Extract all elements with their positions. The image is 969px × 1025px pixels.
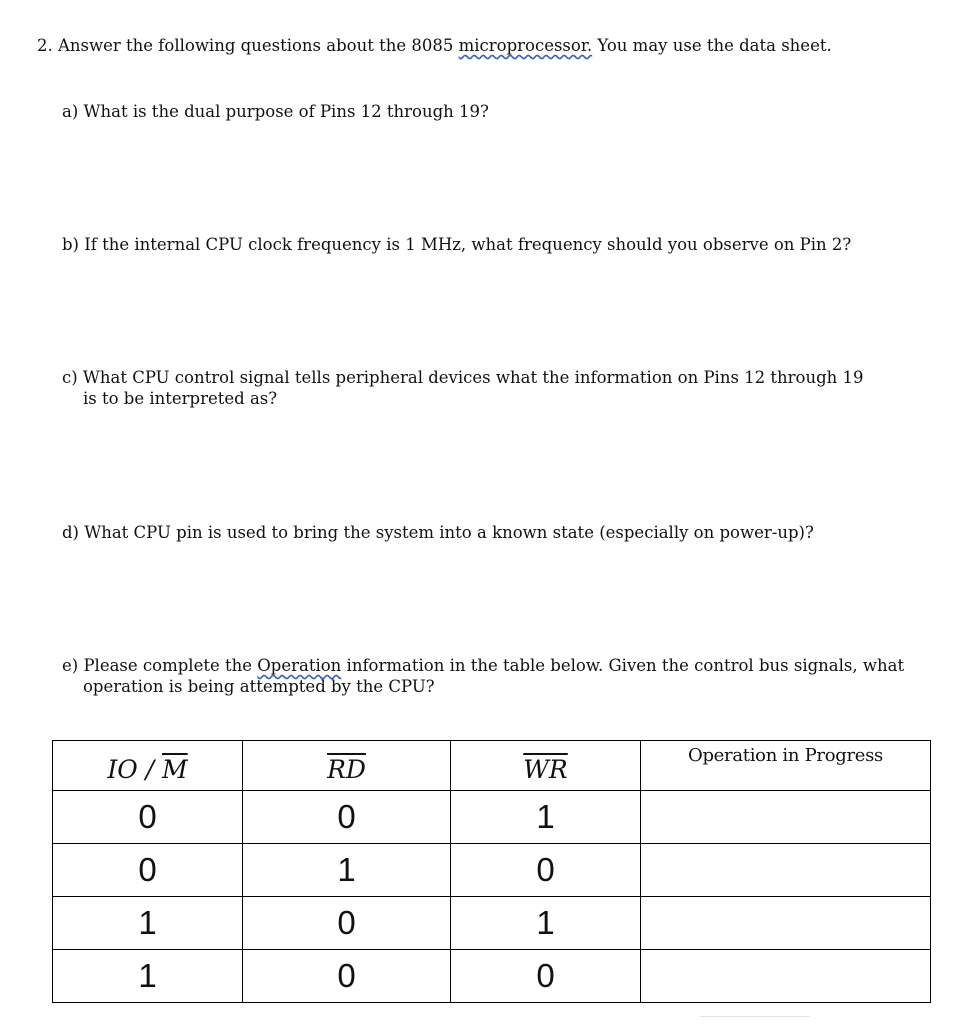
cell-io-m: 1 bbox=[53, 950, 243, 1003]
question-c-line2: is to be interpreted as? bbox=[83, 389, 278, 408]
cell-io-m: 0 bbox=[53, 844, 243, 897]
intro-suffix: You may use the data sheet. bbox=[592, 36, 832, 55]
cell-operation-answer[interactable] bbox=[641, 844, 931, 897]
table-row bbox=[53, 950, 931, 1003]
intro-prefix: 2. Answer the following questions about the 8085 bbox=[37, 36, 459, 55]
cell-io-m: 0 bbox=[53, 791, 243, 844]
question-d: d) What CPU pin is used to bring the system into a known state (especially on power-up)? bbox=[62, 523, 814, 542]
question-b: b) If the internal CPU clock frequency is 1 MHz, what frequency should you observe on Pin 2? bbox=[62, 235, 852, 254]
header-io-m bbox=[53, 741, 243, 791]
cell-rd: 0 bbox=[243, 897, 451, 950]
cell-rd: 0 bbox=[243, 791, 451, 844]
cell-io-m: 1 bbox=[53, 897, 243, 950]
table-row bbox=[53, 791, 931, 844]
header-io-text: IO / bbox=[107, 755, 163, 784]
cell-rd: 0 bbox=[243, 950, 451, 1003]
cell-operation-answer[interactable] bbox=[641, 791, 931, 844]
question-intro bbox=[37, 35, 832, 56]
question-c bbox=[62, 367, 902, 409]
header-operation: Operation in Progress bbox=[641, 741, 931, 791]
header-rd-text: $\overline{RD}$ bbox=[327, 755, 366, 784]
table-row bbox=[53, 844, 931, 897]
cell-wr: 0 bbox=[451, 844, 641, 897]
header-wr bbox=[451, 741, 641, 791]
header-rd bbox=[243, 741, 451, 791]
question-e bbox=[62, 655, 942, 697]
intro-underlined-word: microprocessor. bbox=[458, 36, 593, 55]
question-e-line2: operation is being attempted by the CPU? bbox=[83, 677, 435, 696]
cell-wr: 1 bbox=[451, 897, 641, 950]
table-row bbox=[53, 897, 931, 950]
cell-wr: 0 bbox=[451, 950, 641, 1003]
question-c-line1: c) What CPU control signal tells peripheral devices what the information on Pins 12 through 19 bbox=[62, 368, 864, 387]
question-e-underlined-word: Operation bbox=[257, 656, 342, 675]
header-m-bar: $\overline{M}$ bbox=[162, 755, 188, 784]
table-header-row bbox=[53, 741, 931, 791]
header-wr-text: $\overline{WR}$ bbox=[523, 755, 568, 784]
cell-wr: 1 bbox=[451, 791, 641, 844]
question-a: a) What is the dual purpose of Pins 12 through 19? bbox=[62, 102, 489, 121]
cell-operation-answer[interactable] bbox=[641, 897, 931, 950]
question-e-suffix: information in the table below. Given the control bus signals, what bbox=[341, 656, 905, 675]
cell-operation-answer[interactable] bbox=[641, 950, 931, 1003]
cell-rd: 1 bbox=[243, 844, 451, 897]
question-e-prefix: e) Please complete the bbox=[62, 656, 258, 675]
control-signal-table bbox=[52, 740, 931, 1003]
